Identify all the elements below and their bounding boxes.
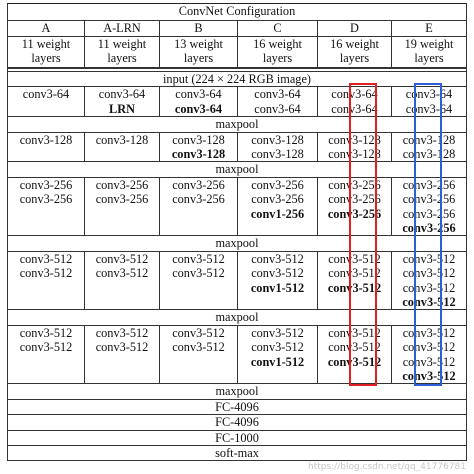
block-2-col-a-lrn [85, 132, 160, 162]
layer-entry: conv3-512 [172, 251, 225, 266]
fc-row-3-cell: soft-max [8, 445, 467, 460]
block-4-col-a-lrn [85, 251, 160, 310]
layer-entry: conv3-512 [251, 251, 304, 266]
layer-entry: conv3-128 [402, 146, 456, 161]
convnet-configuration-table [7, 3, 467, 461]
input-row-cell: input (224 × 224 RGB image) [8, 72, 467, 87]
column-letter-0: A [8, 21, 85, 37]
layer-entry: conv3-256 [402, 220, 456, 235]
layer-entry: conv3-512 [95, 340, 149, 355]
maxpool-row-cell: maxpool [8, 162, 467, 177]
block-3-col-c [238, 177, 318, 236]
fc-row-0-cell: FC-4096 [8, 399, 467, 414]
layer-entry: conv3-128 [19, 132, 73, 147]
depth-line: 16 weight [330, 37, 379, 51]
layer-entry: conv1-512 [250, 354, 305, 369]
layer-entry: conv3-512 [328, 340, 381, 355]
fc-row-2 [8, 430, 467, 445]
depth-line: 11 weight [97, 37, 147, 51]
layer-entry: conv3-512 [172, 325, 225, 340]
block-2-col-e [392, 132, 467, 162]
block-4-col-e [392, 251, 467, 310]
layer-entry: conv3-512 [19, 325, 73, 340]
table-title: ConvNet Configuration [8, 4, 467, 21]
layer-entry: conv3-256 [95, 192, 149, 207]
depth-line: layers [339, 51, 370, 66]
layer-entry: conv3-256 [19, 177, 73, 192]
block-1-col-d [318, 87, 392, 117]
maxpool-row-cell: maxpool [8, 117, 467, 132]
block-2-col-b [160, 132, 238, 162]
layer-entry: conv3-512 [402, 340, 456, 355]
block-5-col-d [318, 325, 392, 384]
layer-entry: conv3-512 [251, 325, 304, 340]
layer-entry: conv3-256 [327, 206, 382, 221]
layer-entry: conv3-512 [402, 280, 456, 295]
layer-entry: conv3-128 [328, 132, 381, 147]
block-1-col-c [238, 87, 318, 117]
block-4-col-c [238, 251, 318, 310]
maxpool-row [8, 310, 467, 325]
block-2-col-d [318, 132, 392, 162]
layer-entry: conv3-64 [254, 101, 301, 116]
layer-entry: conv3-64 [254, 87, 301, 102]
fc-row-2-cell: FC-1000 [8, 430, 467, 445]
watermark: https://blog.csdn.net/qq_41776781 [307, 462, 466, 472]
input-row [8, 72, 467, 87]
layer-entry: conv3-512 [402, 354, 456, 369]
layer-entry: conv3-128 [402, 132, 456, 147]
conv-block-1 [8, 87, 467, 117]
column-letter-row [8, 21, 467, 37]
block-5-col-a-lrn [85, 325, 160, 384]
layer-entry: conv3-512 [95, 325, 149, 340]
layer-entry: conv3-512 [172, 266, 225, 281]
maxpool-row [8, 236, 467, 251]
maxpool-row-cell: maxpool [8, 236, 467, 251]
depth-line: 16 weight [253, 37, 302, 51]
layer-entry: conv3-256 [251, 177, 304, 192]
layer-entry: conv3-512 [327, 280, 382, 295]
layer-entry: conv3-64 [174, 101, 223, 116]
layer-entry: conv3-64 [405, 101, 453, 116]
layer-entry: conv3-256 [172, 177, 225, 192]
fc-row-0 [8, 399, 467, 414]
conv-block-3 [8, 177, 467, 236]
column-depth-2 [160, 37, 238, 69]
block-1-col-b [160, 87, 238, 117]
layer-entry: conv3-256 [251, 192, 304, 207]
column-depth-3 [238, 37, 318, 69]
block-5-col-a [8, 325, 85, 384]
layer-entry: conv3-256 [328, 177, 381, 192]
depth-line: layers [262, 51, 293, 66]
layer-entry: conv3-256 [402, 177, 456, 192]
block-3-col-e [392, 177, 467, 236]
block-5-col-c [238, 325, 318, 384]
layer-entry: conv3-512 [328, 266, 381, 281]
layer-entry: conv3-512 [402, 368, 456, 383]
column-depth-row [8, 37, 467, 69]
block-5-col-b [160, 325, 238, 384]
block-1-col-e [392, 87, 467, 117]
layer-entry: conv3-64 [22, 87, 70, 102]
block-3-col-d [318, 177, 392, 236]
layer-entry: conv3-512 [251, 340, 304, 355]
layer-entry: conv3-256 [402, 192, 456, 207]
depth-line: 19 weight [404, 37, 454, 51]
layer-entry: conv3-512 [19, 266, 73, 281]
maxpool-row [8, 384, 467, 399]
column-letter-3: C [238, 21, 318, 37]
block-3-col-b [160, 177, 238, 236]
block-1-col-a [8, 87, 85, 117]
layer-entry: conv3-512 [328, 251, 381, 266]
column-depth-4 [318, 37, 392, 69]
block-4-col-b [160, 251, 238, 310]
column-letter-1: A-LRN [85, 21, 160, 37]
maxpool-row-cell: maxpool [8, 310, 467, 325]
fc-row-1 [8, 415, 467, 430]
layer-entry: conv3-128 [251, 132, 304, 147]
layer-entry: conv3-64 [331, 101, 378, 116]
layer-entry: conv3-512 [172, 340, 225, 355]
layer-entry: conv3-64 [175, 87, 222, 102]
block-2-col-c [238, 132, 318, 162]
layer-entry: conv3-256 [328, 192, 381, 207]
layer-entry: conv3-512 [402, 266, 456, 281]
maxpool-row [8, 162, 467, 177]
column-letter-5: E [392, 21, 467, 37]
column-letter-2: B [160, 21, 238, 37]
depth-line: layers [107, 51, 137, 66]
layer-entry: LRN [109, 101, 135, 116]
layer-entry: conv3-512 [251, 266, 304, 281]
block-5-col-e [392, 325, 467, 384]
layer-entry: conv3-256 [95, 177, 149, 192]
layer-entry: conv3-128 [171, 146, 226, 161]
depth-line: layers [31, 51, 61, 66]
layer-entry: conv3-512 [402, 325, 456, 340]
depth-line: 13 weight [174, 37, 223, 51]
layer-entry: conv3-512 [328, 325, 381, 340]
layer-entry: conv3-512 [19, 340, 73, 355]
layer-entry: conv3-256 [172, 192, 225, 207]
depth-line: 11 weight [21, 37, 71, 51]
layer-entry: conv3-64 [331, 87, 378, 102]
layer-entry: conv3-256 [19, 192, 73, 207]
layer-entry: conv3-512 [95, 251, 149, 266]
layer-entry: conv1-512 [250, 280, 305, 295]
fc-row-1-cell: FC-4096 [8, 415, 467, 430]
layer-entry: conv3-64 [405, 87, 453, 102]
block-4-col-d [318, 251, 392, 310]
layer-entry: conv3-256 [402, 206, 456, 221]
column-depth-0 [8, 37, 85, 69]
conv-block-5 [8, 325, 467, 384]
column-depth-1 [85, 37, 160, 69]
column-depth-5 [392, 37, 467, 69]
block-3-col-a [8, 177, 85, 236]
layer-entry: conv3-128 [95, 132, 149, 147]
layer-entry: conv3-64 [98, 87, 146, 102]
conv-block-2 [8, 132, 467, 162]
layer-entry: conv3-512 [402, 294, 456, 309]
conv-block-4 [8, 251, 467, 310]
layer-entry: conv3-128 [172, 132, 225, 147]
layer-entry: conv1-256 [250, 206, 305, 221]
depth-line: layers [414, 51, 444, 66]
layer-entry: conv3-128 [251, 146, 304, 161]
layer-entry: conv3-512 [402, 251, 456, 266]
maxpool-row [8, 117, 467, 132]
column-letter-4: D [318, 21, 392, 37]
depth-line: layers [183, 51, 214, 66]
block-3-col-a-lrn [85, 177, 160, 236]
block-2-col-a [8, 132, 85, 162]
block-1-col-a-lrn [85, 87, 160, 117]
layer-entry: conv3-512 [19, 251, 73, 266]
layer-entry: conv3-512 [95, 266, 149, 281]
block-4-col-a [8, 251, 85, 310]
fc-row-3 [8, 445, 467, 460]
layer-entry: conv3-128 [328, 146, 381, 161]
layer-entry: conv3-512 [327, 354, 382, 369]
maxpool-row-cell: maxpool [8, 384, 467, 399]
